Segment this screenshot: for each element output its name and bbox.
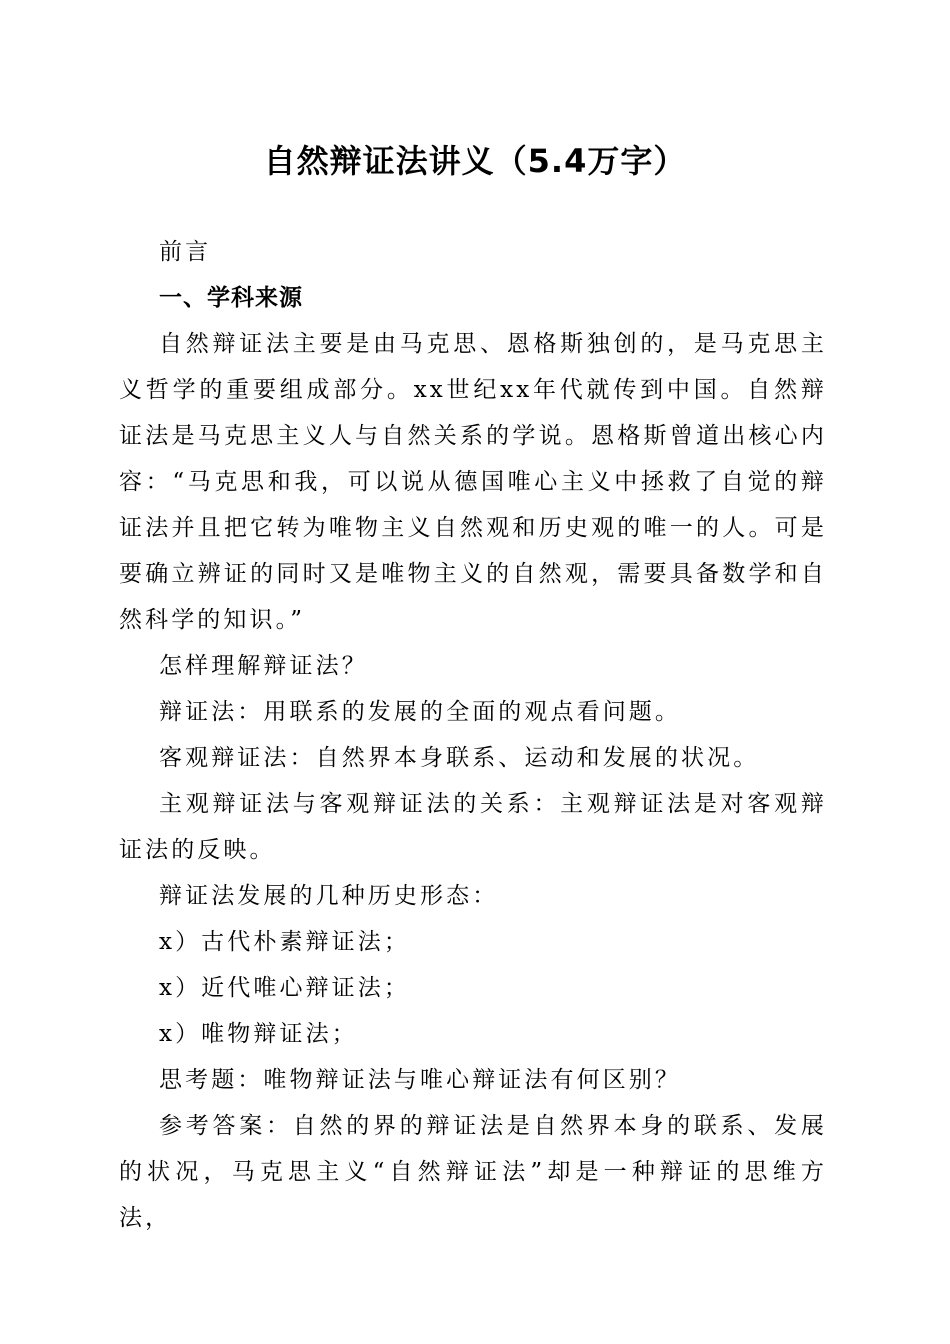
paragraph-preface: 前言 xyxy=(159,239,212,265)
paragraph-objective-dialectics: 客观辩证法：自然界本身联系、运动和发展的状况。 xyxy=(159,745,760,771)
list-item-modern: x）近代唯心辩证法； xyxy=(159,975,410,1001)
paragraph-historical-forms: 辩证法发展的几种历史形态： xyxy=(159,883,499,909)
paragraph-relationship: 主观辩证法与客观辩证法的关系：主观辩证法是对客观辩证法的反映。 xyxy=(119,791,827,863)
document-body xyxy=(119,229,827,1241)
paragraph-exercise: 思考题：唯物辩证法与唯心辩证法有何区别？ xyxy=(159,1067,681,1093)
paragraph-question-1: 怎样理解辩证法？ xyxy=(159,653,368,679)
paragraph-answer: 参考答案：自然的界的辩证法是自然界本身的联系、发展的状况，马克思主义“自然辩证法”却是一种辩证的思维方法， xyxy=(119,1113,827,1231)
section-heading-1: 一、学科来源 xyxy=(159,285,303,311)
paragraph-dialectics-def: 辩证法：用联系的发展的全面的观点看问题。 xyxy=(159,699,681,725)
list-item-materialist: x）唯物辩证法； xyxy=(159,1021,358,1047)
paragraph-origin: 自然辩证法主要是由马克思、恩格斯独创的，是马克思主义哲学的重要组成部分。xx世纪xx年代就传到中国。自然辩证法是马克思主义人与自然关系的学说。恩格斯曾道出核心内容：“马克思和我，可以说从德国唯心主义中拯救了自觉的辩证法并且把它转为唯物主义自然观和历史观的唯一的人。可是要确立辨证的同时又是唯物主义的自然观，需要具备数学和自然科学的知识。” xyxy=(119,331,827,633)
document-title: 自然辩证法讲义（5.4万字） xyxy=(263,142,687,180)
list-item-ancient: x）古代朴素辩证法； xyxy=(159,929,410,955)
